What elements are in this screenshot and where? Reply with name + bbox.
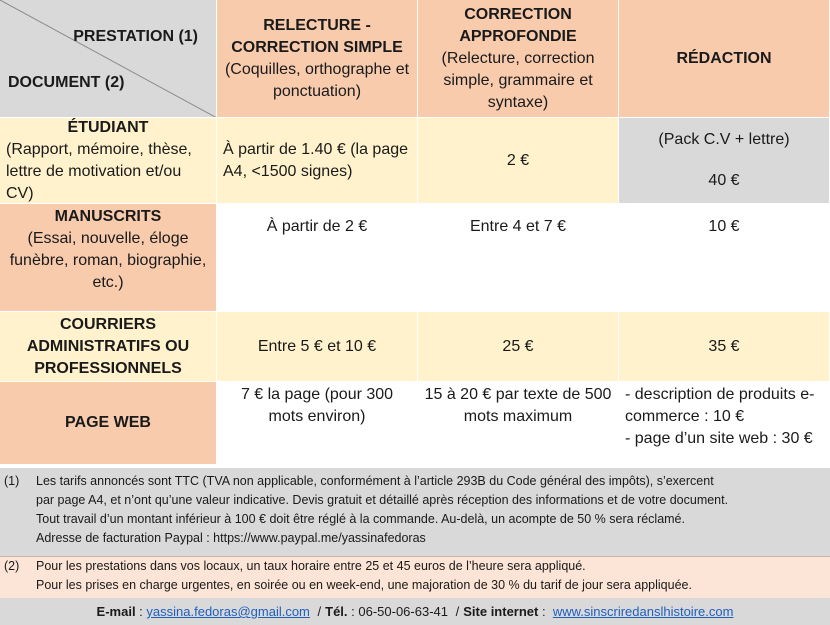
- etudiant-redaction-amount: 40 €: [708, 171, 740, 189]
- note-1-line-2: par page A4, et n’ont qu’une valeur indicative. Devis gratuit et détaillé après réception des informations et de votre document.: [36, 493, 729, 507]
- pageweb-redaction-site: - page d’un site web : 30 €: [625, 430, 813, 447]
- row-courriers-label: [0, 312, 217, 382]
- pageweb-correction-price: [418, 382, 619, 465]
- pageweb-redaction-ecommerce: - description de produits e-commerce : 10 €: [625, 386, 815, 425]
- etudiant-redaction-pack: (Pack C.V + lettre): [658, 131, 790, 149]
- diagonal-divider: [0, 0, 217, 118]
- note-1-block: [0, 468, 830, 556]
- row-pageweb-title: PAGE WEB: [65, 414, 151, 431]
- etudiant-relecture-price: [217, 118, 418, 204]
- courriers-relecture-price: [217, 312, 418, 382]
- row-etudiant-label: [0, 118, 217, 204]
- etudiant-relecture-text: À partir de 1.40 € (la page A4, <1500 signes): [223, 140, 409, 180]
- note-1-line-3: Tout travail d’un montant inférieur à 100 € doit être réglé à la commande. Au-delà, un acompte de 50 % sera réclamé.: [36, 512, 685, 526]
- corner-header-cell: [0, 0, 217, 118]
- header-redaction: [619, 0, 830, 118]
- manuscrits-relecture-price: [217, 204, 418, 312]
- row-manuscrits-title: MANUSCRITS: [54, 208, 162, 225]
- site-link[interactable]: www.sinscriredanslhistoire.com: [552, 604, 734, 619]
- email-link[interactable]: yassina.fedoras@gmail.com: [146, 604, 310, 619]
- header-relecture: [217, 0, 418, 118]
- row-manuscrits-label: [0, 204, 217, 312]
- note-2-line-2: Pour les prises en charge urgentes, en soirée ou en week-end, une majoration de 30 % du tarif de jour sera appliquée.: [36, 578, 692, 592]
- row-etudiant-subtitle: (Rapport, mémoire, thèse, lettre de motivation et/ou CV): [6, 140, 192, 202]
- etudiant-correction-text: 2 €: [506, 151, 530, 169]
- row-etudiant-title: ÉTUDIANT: [67, 118, 149, 136]
- header-correction-title: CORRECTION APPROFONDIE: [459, 5, 577, 45]
- pageweb-correction-text: 15 à 20 € par texte de 500 mots maximum: [424, 386, 612, 425]
- manuscrits-redaction-text: 10 €: [708, 218, 740, 235]
- manuscrits-redaction-price: [619, 204, 830, 312]
- pageweb-redaction-price: [619, 382, 830, 465]
- header-relecture-title: RELECTURE - CORRECTION SIMPLE: [231, 16, 403, 56]
- etudiant-correction-price: [418, 118, 619, 204]
- manuscrits-correction-text: Entre 4 et 7 €: [469, 218, 567, 235]
- tel-value: 06-50-06-63-41: [358, 604, 448, 619]
- row-pageweb-label: [0, 382, 217, 465]
- header-correction: [418, 0, 619, 118]
- note-2-block: [0, 556, 830, 598]
- site-label: Site internet: [463, 604, 539, 619]
- courriers-correction-price: [418, 312, 619, 382]
- manuscrits-correction-price: [418, 204, 619, 312]
- header-correction-subtitle: (Relecture, correction simple, grammaire et syntaxe): [441, 49, 595, 111]
- courriers-correction-text: 25 €: [502, 337, 534, 355]
- courriers-redaction-text: 35 €: [708, 337, 740, 355]
- email-label: E-mail: [96, 604, 136, 619]
- header-redaction-title: RÉDACTION: [676, 49, 772, 67]
- courriers-redaction-price: [619, 312, 830, 382]
- etudiant-redaction-price: [619, 118, 830, 204]
- courriers-relecture-text: Entre 5 € et 10 €: [257, 337, 377, 355]
- pageweb-relecture-text: 7 € la page (pour 300 mots environ): [240, 386, 394, 425]
- document-header-label: DOCUMENT (2): [8, 74, 125, 91]
- pageweb-relecture-price: [217, 382, 418, 465]
- prestation-header-label: PRESTATION (1): [73, 28, 198, 45]
- note-2-number: (2): [4, 559, 20, 573]
- note-1-number: (1): [4, 474, 20, 488]
- manuscrits-relecture-text: À partir de 2 €: [266, 218, 368, 235]
- tel-label: Tél.: [325, 604, 348, 619]
- header-relecture-subtitle: (Coquilles, orthographe et ponctuation): [224, 60, 410, 100]
- note-2-line-1: Pour les prestations dans vos locaux, un taux horaire entre 25 et 45 euros de l’heure sera appliqué.: [36, 559, 586, 573]
- row-courriers-title: COURRIERS ADMINISTRATIFS OU PROFESSIONNELS: [26, 315, 190, 377]
- note-1-line-1: Les tarifs annoncés sont TTC (TVA non applicable, conformément à l’article 293B du Code général des impôts), s’exercent: [36, 474, 714, 488]
- note-1-line-4: Adresse de facturation Paypal : https://www.paypal.me/yassinafedoras: [36, 531, 426, 545]
- row-manuscrits-subtitle: (Essai, nouvelle, éloge funèbre, roman, biographie, etc.): [9, 230, 207, 291]
- contact-bar: E-mail : yassina.fedoras@gmail.com / Tél. : 06-50-06-63-41 / Site internet : www.sinscriredanslhistoire.com: [0, 598, 830, 625]
